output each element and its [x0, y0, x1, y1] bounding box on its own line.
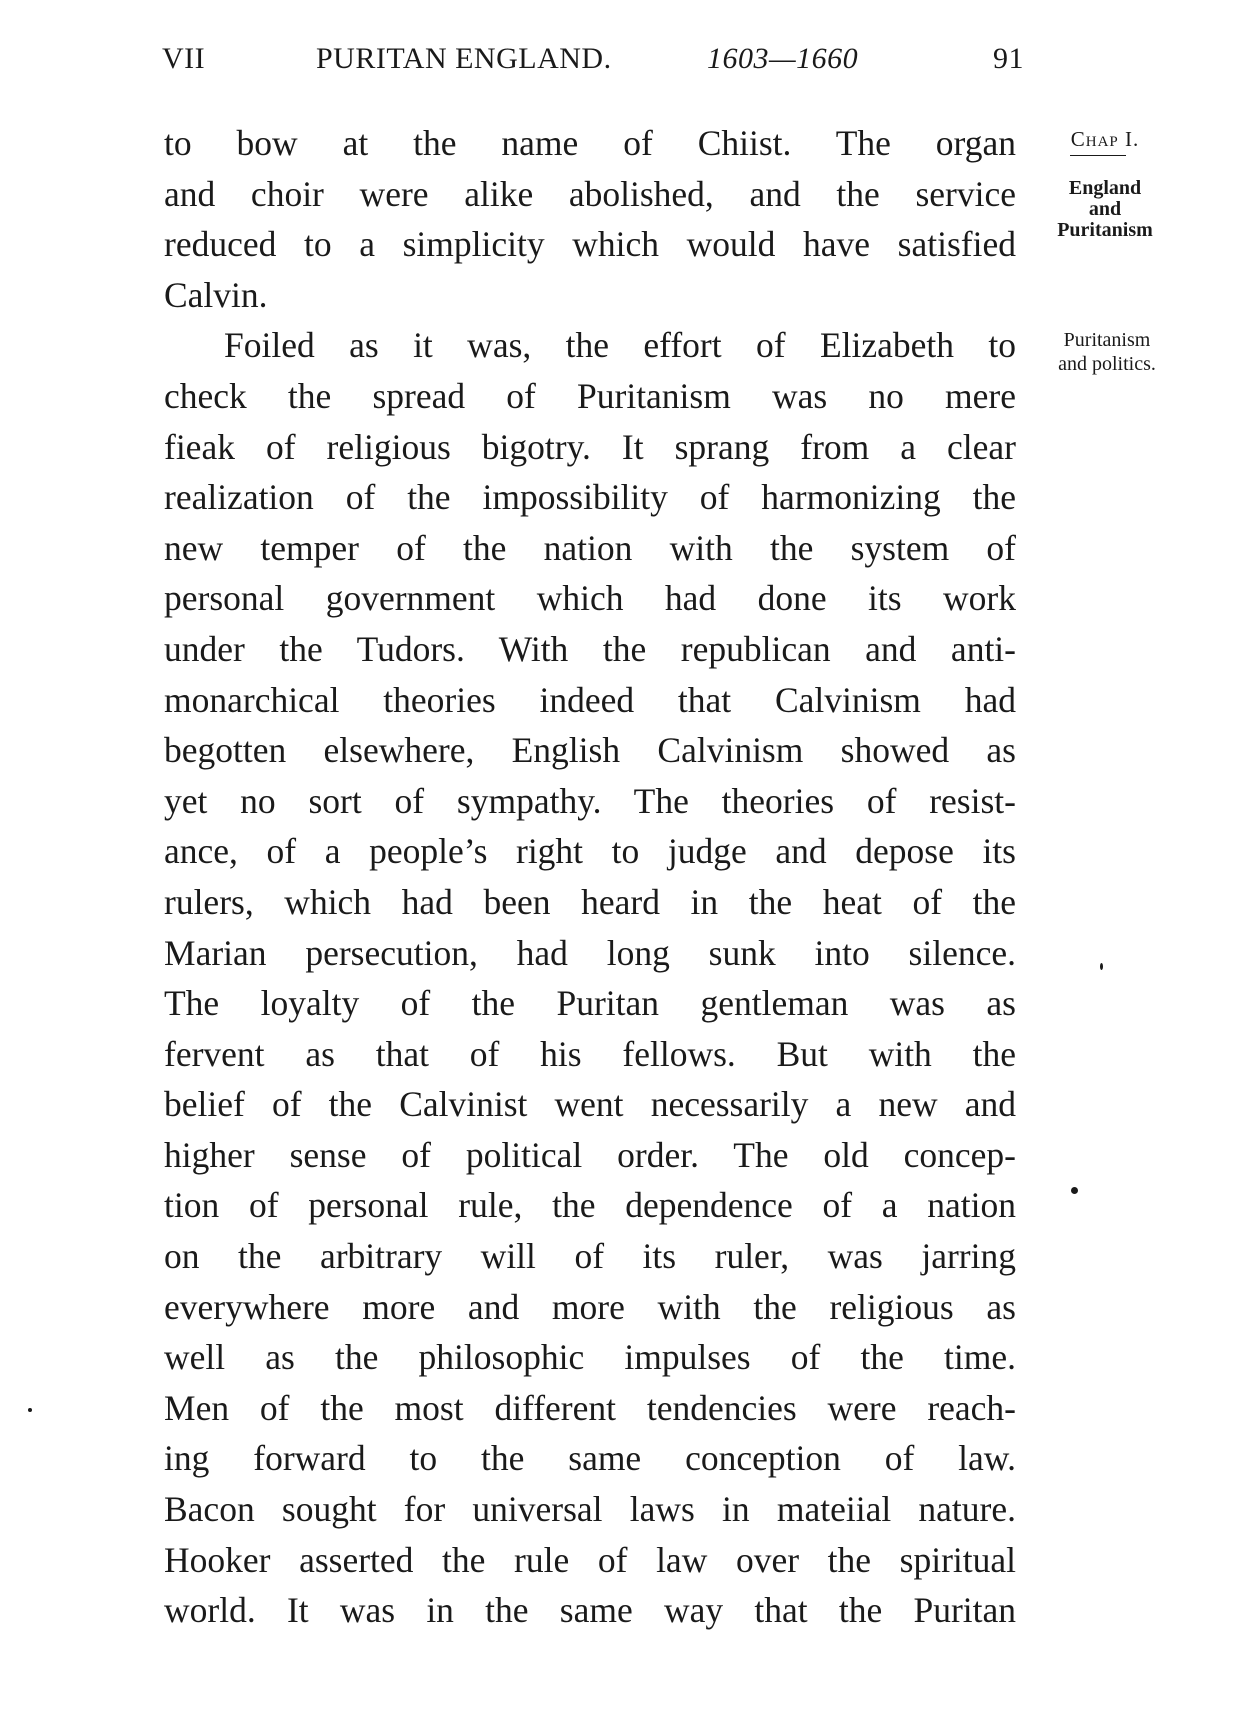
text-line: new temper of the nation with the system of [164, 527, 1016, 568]
text-line: yet no sort of sympathy. The theories of resist- [164, 780, 1016, 821]
text-line: reduced to a simplicity which would have satisfied [164, 224, 1016, 265]
text-line: check the spread of Puritanism was no mere [164, 375, 1016, 416]
text-line: realization of the impossibility of harmonizing the [164, 477, 1016, 518]
text-line: Calvin. [164, 274, 268, 315]
body-text [164, 118, 1016, 1636]
running-dates: 1603—1660 [707, 42, 859, 75]
text-line: ing forward to the same conception of law. [164, 1438, 1016, 1479]
margin-section-note-england-puritanism [1030, 178, 1180, 241]
text-line: monarchical theories indeed that Calvinism had [164, 679, 1016, 720]
text-line: higher sense of political order. The old concep- [164, 1134, 1016, 1175]
text-line: and choir were alike abolished, and the service [164, 173, 1016, 214]
text-line: fieak of religious bigotry. It sprang from a clear [164, 426, 1016, 467]
text-line: to bow at the name of Chiist. The organ [164, 123, 1016, 163]
text-line: The loyalty of the Puritan gentleman was as [164, 983, 1016, 1024]
text-line: under the Tudors. With the republican and anti- [164, 628, 1016, 669]
text-line: on the arbitrary will of its ruler, was jarring [164, 1236, 1016, 1277]
text-line: well as the philosophic impulses of the time. [164, 1337, 1016, 1378]
margin-note-line: and [1088, 198, 1122, 220]
text-line: rulers, which had been heard in the heat of the [164, 881, 1016, 922]
print-speck [28, 1408, 32, 1412]
chapter-numeral: VII [162, 42, 206, 75]
text-line: world. It was in the same way that the Puritan [164, 1590, 1016, 1631]
page-number: 91 [993, 42, 1024, 75]
margin-chapter-note: Chap I. [1070, 127, 1140, 151]
text-line: begotten elsewhere, English Calvinism showed as [164, 730, 1016, 771]
margin-note-line: and politics. [1058, 353, 1156, 375]
margin-section-note-puritanism-politics [1032, 328, 1182, 376]
running-head [162, 42, 1024, 82]
text-line: ance, of a people’s right to judge and depose its [164, 831, 1016, 872]
text-line: Hooker asserted the rule of law over the spiritual [164, 1539, 1016, 1580]
text-line: personal government which had done its work [164, 578, 1016, 619]
text-line: tion of personal rule, the dependence of a nation [164, 1185, 1016, 1226]
text-line: Men of the most different tendencies were reach- [164, 1387, 1016, 1428]
text-line: Bacon sought for universal laws in mateiial nature. [164, 1489, 1016, 1530]
margin-note-line: Puritanism [1057, 219, 1153, 241]
paragraph-first-line: Foiled as it was, the effort of Elizabeth to [224, 325, 1016, 366]
margin-rule [1070, 155, 1126, 156]
margin-note-line: Puritanism [1063, 329, 1151, 351]
text-line: fervent as that of his fellows. But with the [164, 1033, 1016, 1074]
text-line: belief of the Calvinist went necessarily a new and [164, 1084, 1016, 1125]
print-speck [1071, 1187, 1078, 1194]
text-line: everywhere more and more with the religious as [164, 1286, 1016, 1327]
margin-note-line: England [1068, 177, 1142, 199]
running-title: PURITAN ENGLAND. [316, 42, 612, 75]
text-line: Marian persecution, had long sunk into silence. [164, 932, 1016, 973]
print-speck [1100, 963, 1103, 970]
